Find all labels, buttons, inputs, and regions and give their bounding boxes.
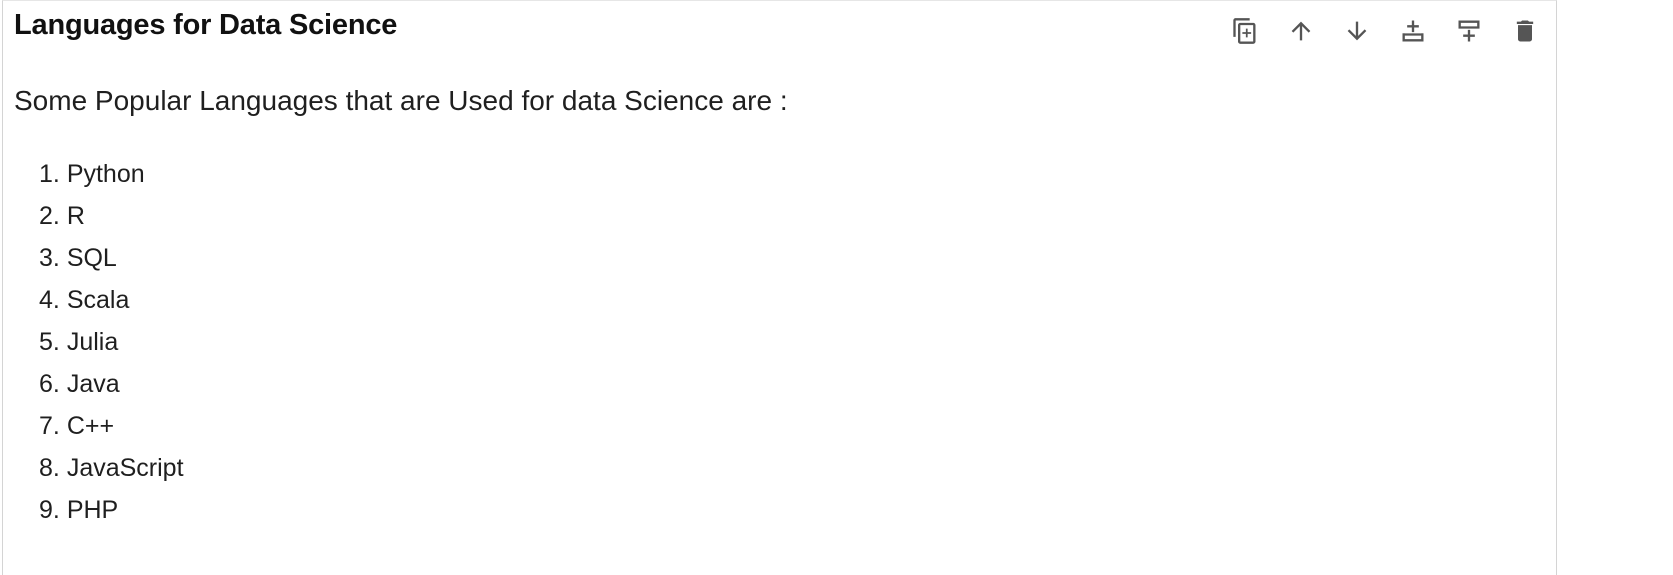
language-name: SQL <box>66 244 117 272</box>
list-item <box>39 240 184 282</box>
language-name: Python <box>66 160 145 188</box>
list-item <box>39 324 184 366</box>
insert-below-button[interactable] <box>1451 13 1487 49</box>
list-number: 2. <box>39 202 60 230</box>
language-name: Julia <box>66 328 119 356</box>
arrow-up-icon <box>1287 17 1315 45</box>
list-item <box>39 450 184 492</box>
cell-heading: Languages for Data Science <box>14 9 398 41</box>
language-name: R <box>66 202 85 230</box>
language-name: C++ <box>66 412 115 440</box>
list-item <box>39 156 184 198</box>
list-number: 6. <box>39 370 60 398</box>
language-name: Scala <box>66 286 130 314</box>
trash-icon <box>1511 17 1539 45</box>
move-up-button[interactable] <box>1283 13 1319 49</box>
language-name: Java <box>66 370 120 398</box>
list-number: 1. <box>39 160 60 188</box>
duplicate-cell-button[interactable] <box>1227 13 1263 49</box>
insert-above-button[interactable] <box>1395 13 1431 49</box>
list-item <box>39 198 184 240</box>
list-item <box>39 282 184 324</box>
insert-below-icon <box>1455 17 1483 45</box>
list-number: 8. <box>39 454 60 482</box>
list-item <box>39 366 184 408</box>
intro-paragraph: Some Popular Languages that are Used for data Science are : <box>14 85 788 116</box>
arrow-down-icon <box>1343 17 1371 45</box>
delete-cell-button[interactable] <box>1507 13 1543 49</box>
list-number: 4. <box>39 286 60 314</box>
list-number: 7. <box>39 412 60 440</box>
languages-list <box>39 156 184 534</box>
list-item <box>39 408 184 450</box>
cell-toolbar <box>1227 13 1543 49</box>
list-number: 3. <box>39 244 60 272</box>
language-name: PHP <box>66 496 119 524</box>
list-item <box>39 492 184 534</box>
list-number: 5. <box>39 328 60 356</box>
markdown-cell[interactable] <box>2 0 1557 575</box>
move-down-button[interactable] <box>1339 13 1375 49</box>
language-name: JavaScript <box>66 454 184 482</box>
list-number: 9. <box>39 496 60 524</box>
duplicate-icon <box>1231 17 1259 45</box>
insert-above-icon <box>1399 17 1427 45</box>
